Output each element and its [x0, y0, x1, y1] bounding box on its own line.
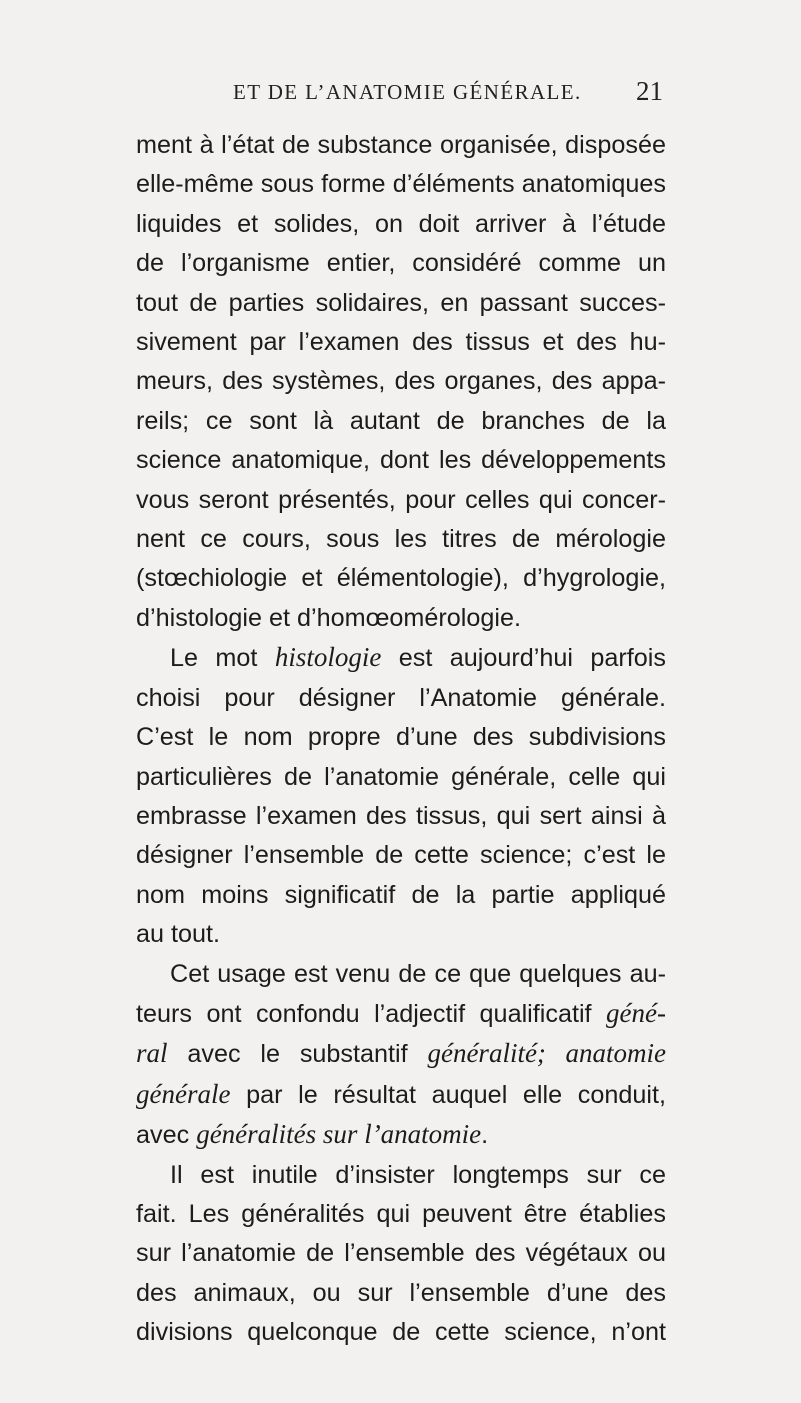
text-line: [136, 994, 666, 1034]
text-line: d’histologie et d’homœomérologie.: [136, 603, 522, 632]
text-line: [136, 638, 666, 678]
text-line: au tout.: [136, 920, 221, 949]
text-line: désigner l’ensemble de cette science; c’est le: [136, 841, 666, 870]
text-line: [136, 1075, 666, 1115]
page-number: 21: [636, 76, 663, 106]
italic-term: histologie: [274, 642, 382, 673]
text-line: divisions quelconque de cette science, n’ont: [136, 1318, 666, 1347]
italic-term: ral: [136, 1038, 168, 1069]
text-run: par le résultat auquel elle conduit,: [230, 1080, 666, 1109]
italic-term: géné-: [606, 997, 666, 1028]
text-line: [136, 1115, 666, 1155]
text-line: science anatomique, dont les développements: [136, 446, 666, 475]
text-run: .: [481, 1121, 489, 1150]
italic-term: générale: [136, 1078, 231, 1109]
text-line: sivement par l’examen des tissus et des hu-: [136, 328, 666, 357]
text-line: particulières de l’anatomie générale, celle qui: [136, 762, 666, 791]
text-run: teurs ont confondu l’adjectif qualificatif: [136, 999, 607, 1028]
text-line: (stœchiologie et élémentologie), d’hygrologie,: [136, 564, 666, 593]
text-line: meurs, des systèmes, des organes, des appa-: [136, 367, 666, 396]
text-run: est aujourd’hui parfois: [381, 644, 666, 673]
text-line: sur l’anatomie de l’ensemble des végétaux ou: [136, 1239, 666, 1268]
text-line: Il est inutile d’insister longtemps sur ce: [170, 1160, 666, 1189]
text-line: nent ce cours, sous les titres de mérologie: [136, 525, 666, 554]
text-run: Le mot: [170, 644, 275, 673]
body-text: [136, 126, 666, 1353]
text-line: de l’organisme entier, considéré comme un: [136, 249, 666, 278]
text-run: avec le substantif: [167, 1040, 428, 1069]
text-line: C’est le nom propre d’une des subdivisions: [136, 723, 666, 752]
text-line: embrasse l’examen des tissus, qui sert ainsi à: [136, 801, 666, 830]
text-line: ment à l’état de substance organisée, disposée: [136, 131, 666, 159]
text-line: elle-même sous forme d’éléments anatomiques: [136, 170, 666, 199]
text-line: Cet usage est venu de ce que quelques au-: [170, 959, 666, 988]
text-line: tout de parties solidaires, en passant succes-: [136, 288, 666, 317]
text-line: fait. Les généralités qui peuvent être établies: [136, 1199, 666, 1228]
italic-term: généralité; anatomie: [427, 1038, 666, 1069]
text-line: des animaux, ou sur l’ensemble d’une des: [136, 1278, 666, 1307]
text-line: reils; ce sont là autant de branches de la: [136, 406, 666, 435]
text-line: vous seront présentés, pour celles qui concer-: [136, 485, 666, 514]
text-line: [136, 1034, 666, 1074]
text-line: choisi pour désigner l’Anatomie générale.: [136, 683, 666, 712]
text-line: nom moins significatif de la partie appliqué: [136, 880, 666, 909]
text-line: liquides et solides, on doit arriver à l’étude: [136, 209, 666, 238]
running-header: ET DE L’ANATOMIE GÉNÉRALE.: [233, 80, 582, 104]
italic-term: généralités sur l’anatomie: [196, 1119, 482, 1150]
text-run: avec: [136, 1121, 197, 1150]
